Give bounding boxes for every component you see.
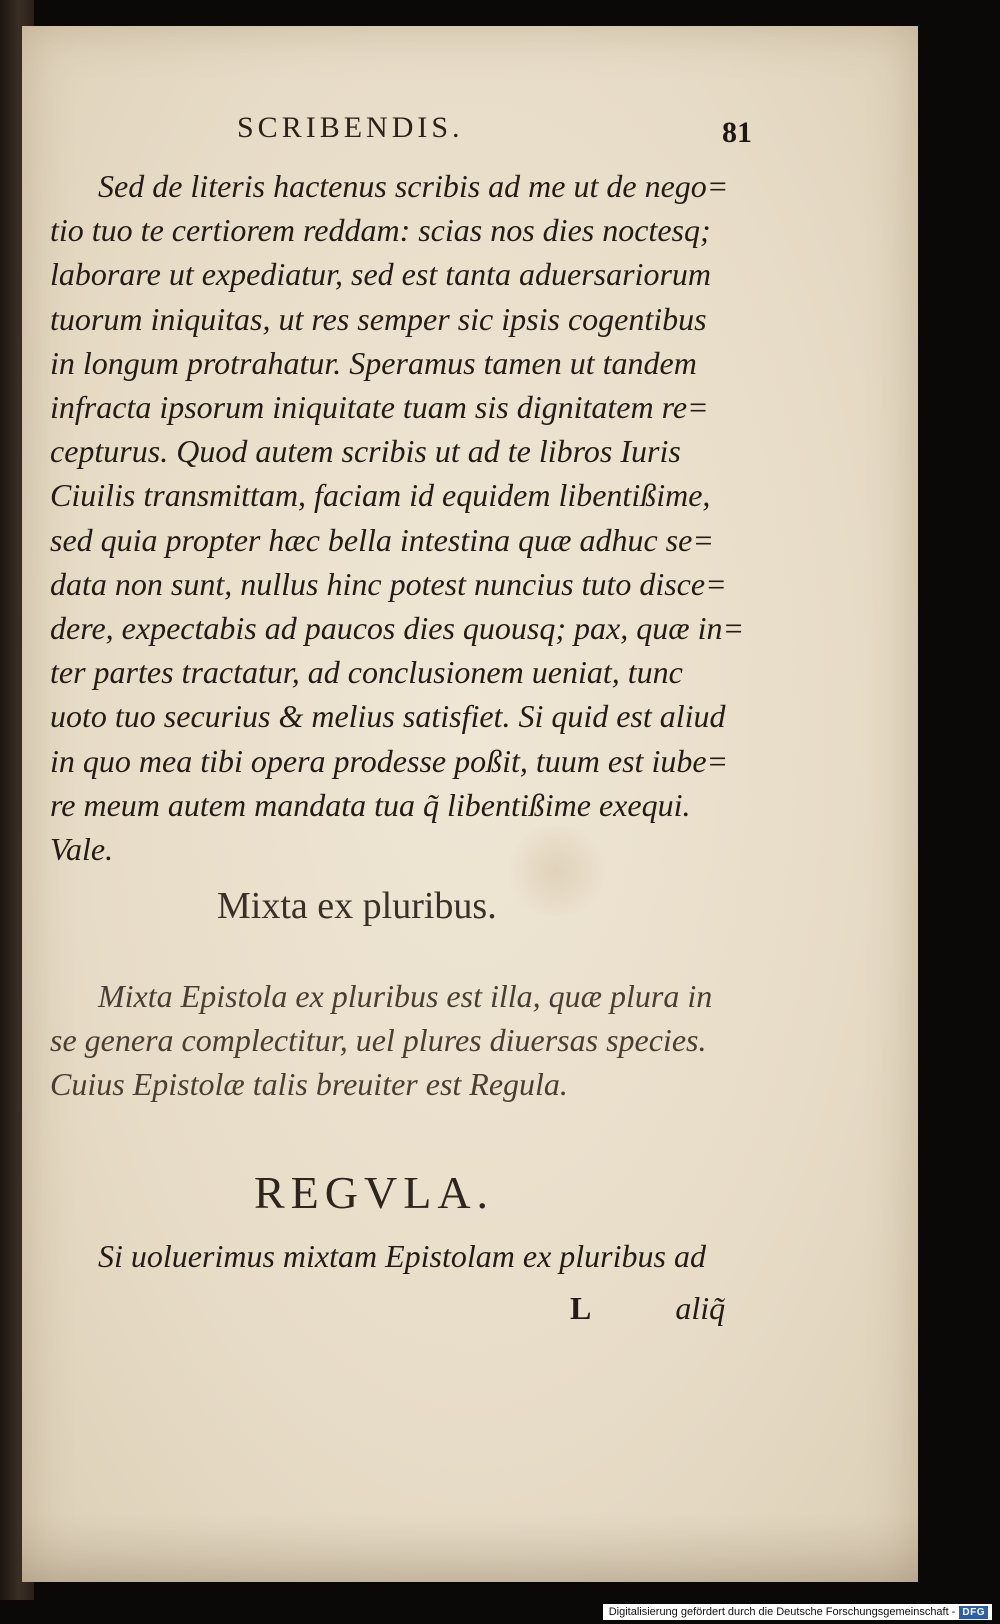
text-line: cepturus. Quod autem scribis ut ad te libros Iuris	[50, 433, 681, 470]
digitization-footer	[603, 1604, 992, 1620]
text-line: ter partes tractatur, ad conclusionem ueniat, tunc	[50, 654, 683, 691]
text-line: Sed de literis hactenus scribis ad me ut de nego=	[98, 168, 729, 204]
regula-heading: REGVLA.	[254, 1167, 495, 1218]
text-line: infracta ipsorum iniquitate tuam sis dignitatem re=	[50, 389, 709, 426]
page-number: 81	[722, 116, 752, 149]
book-page	[22, 26, 918, 1582]
letter-body	[50, 164, 750, 871]
running-head: SCRIBENDIS.	[237, 111, 464, 144]
text-line: data non sunt, nullus hinc potest nuncius tuto disce=	[50, 565, 727, 602]
text-line: tuorum iniquitas, ut res semper sic ipsis cogentibus	[50, 300, 707, 337]
text-line: dere, expectabis ad paucos dies quousq; pax, quæ in=	[50, 610, 745, 647]
dfg-logo-icon: DFG	[959, 1606, 988, 1619]
section-heading: Mixta ex pluribus.	[217, 885, 497, 927]
text-line: Si uoluerimus mixtam Epistolam ex pluribus ad	[98, 1238, 706, 1274]
text-line: Cuius Epistolæ talis breuiter est Regula.	[50, 1066, 568, 1103]
text-line: Mixta Epistola ex pluribus est illa, quæ plura in	[98, 978, 713, 1014]
text-line: in longum protrahatur. Speramus tamen ut tandem	[50, 344, 697, 381]
text-line: Vale.	[50, 831, 114, 868]
text-line: re meum autem mandata tua q̃ libentißime exequi.	[50, 786, 691, 823]
text-line: tio tuo te certiorem reddam: scias nos dies noctesq;	[50, 212, 711, 249]
footer-text: Digitalisierung gefördert durch die Deutsche Forschungsgemeinschaft -	[608, 1606, 956, 1618]
text-line: uoto tuo securius & melius satisfiet. Si quid est aliud	[50, 698, 726, 735]
text-line: se genera complectitur, uel plures diuersas species.	[50, 1022, 707, 1059]
section-body	[50, 974, 750, 1107]
text-line: laborare ut expediatur, sed est tanta aduersariorum	[50, 256, 711, 293]
catchwords	[570, 1290, 725, 1327]
text-line: in quo mea tibi opera prodesse poßit, tuum est iube=	[50, 742, 729, 779]
text-line: sed quia propter hæc bella intestina quæ adhuc se=	[50, 521, 714, 558]
regula-body	[50, 1234, 750, 1278]
text-line: Ciuilis transmittam, faciam id equidem libentißime,	[50, 477, 711, 514]
signature-mark: L	[570, 1290, 592, 1326]
catchword: aliq̃	[675, 1290, 726, 1326]
